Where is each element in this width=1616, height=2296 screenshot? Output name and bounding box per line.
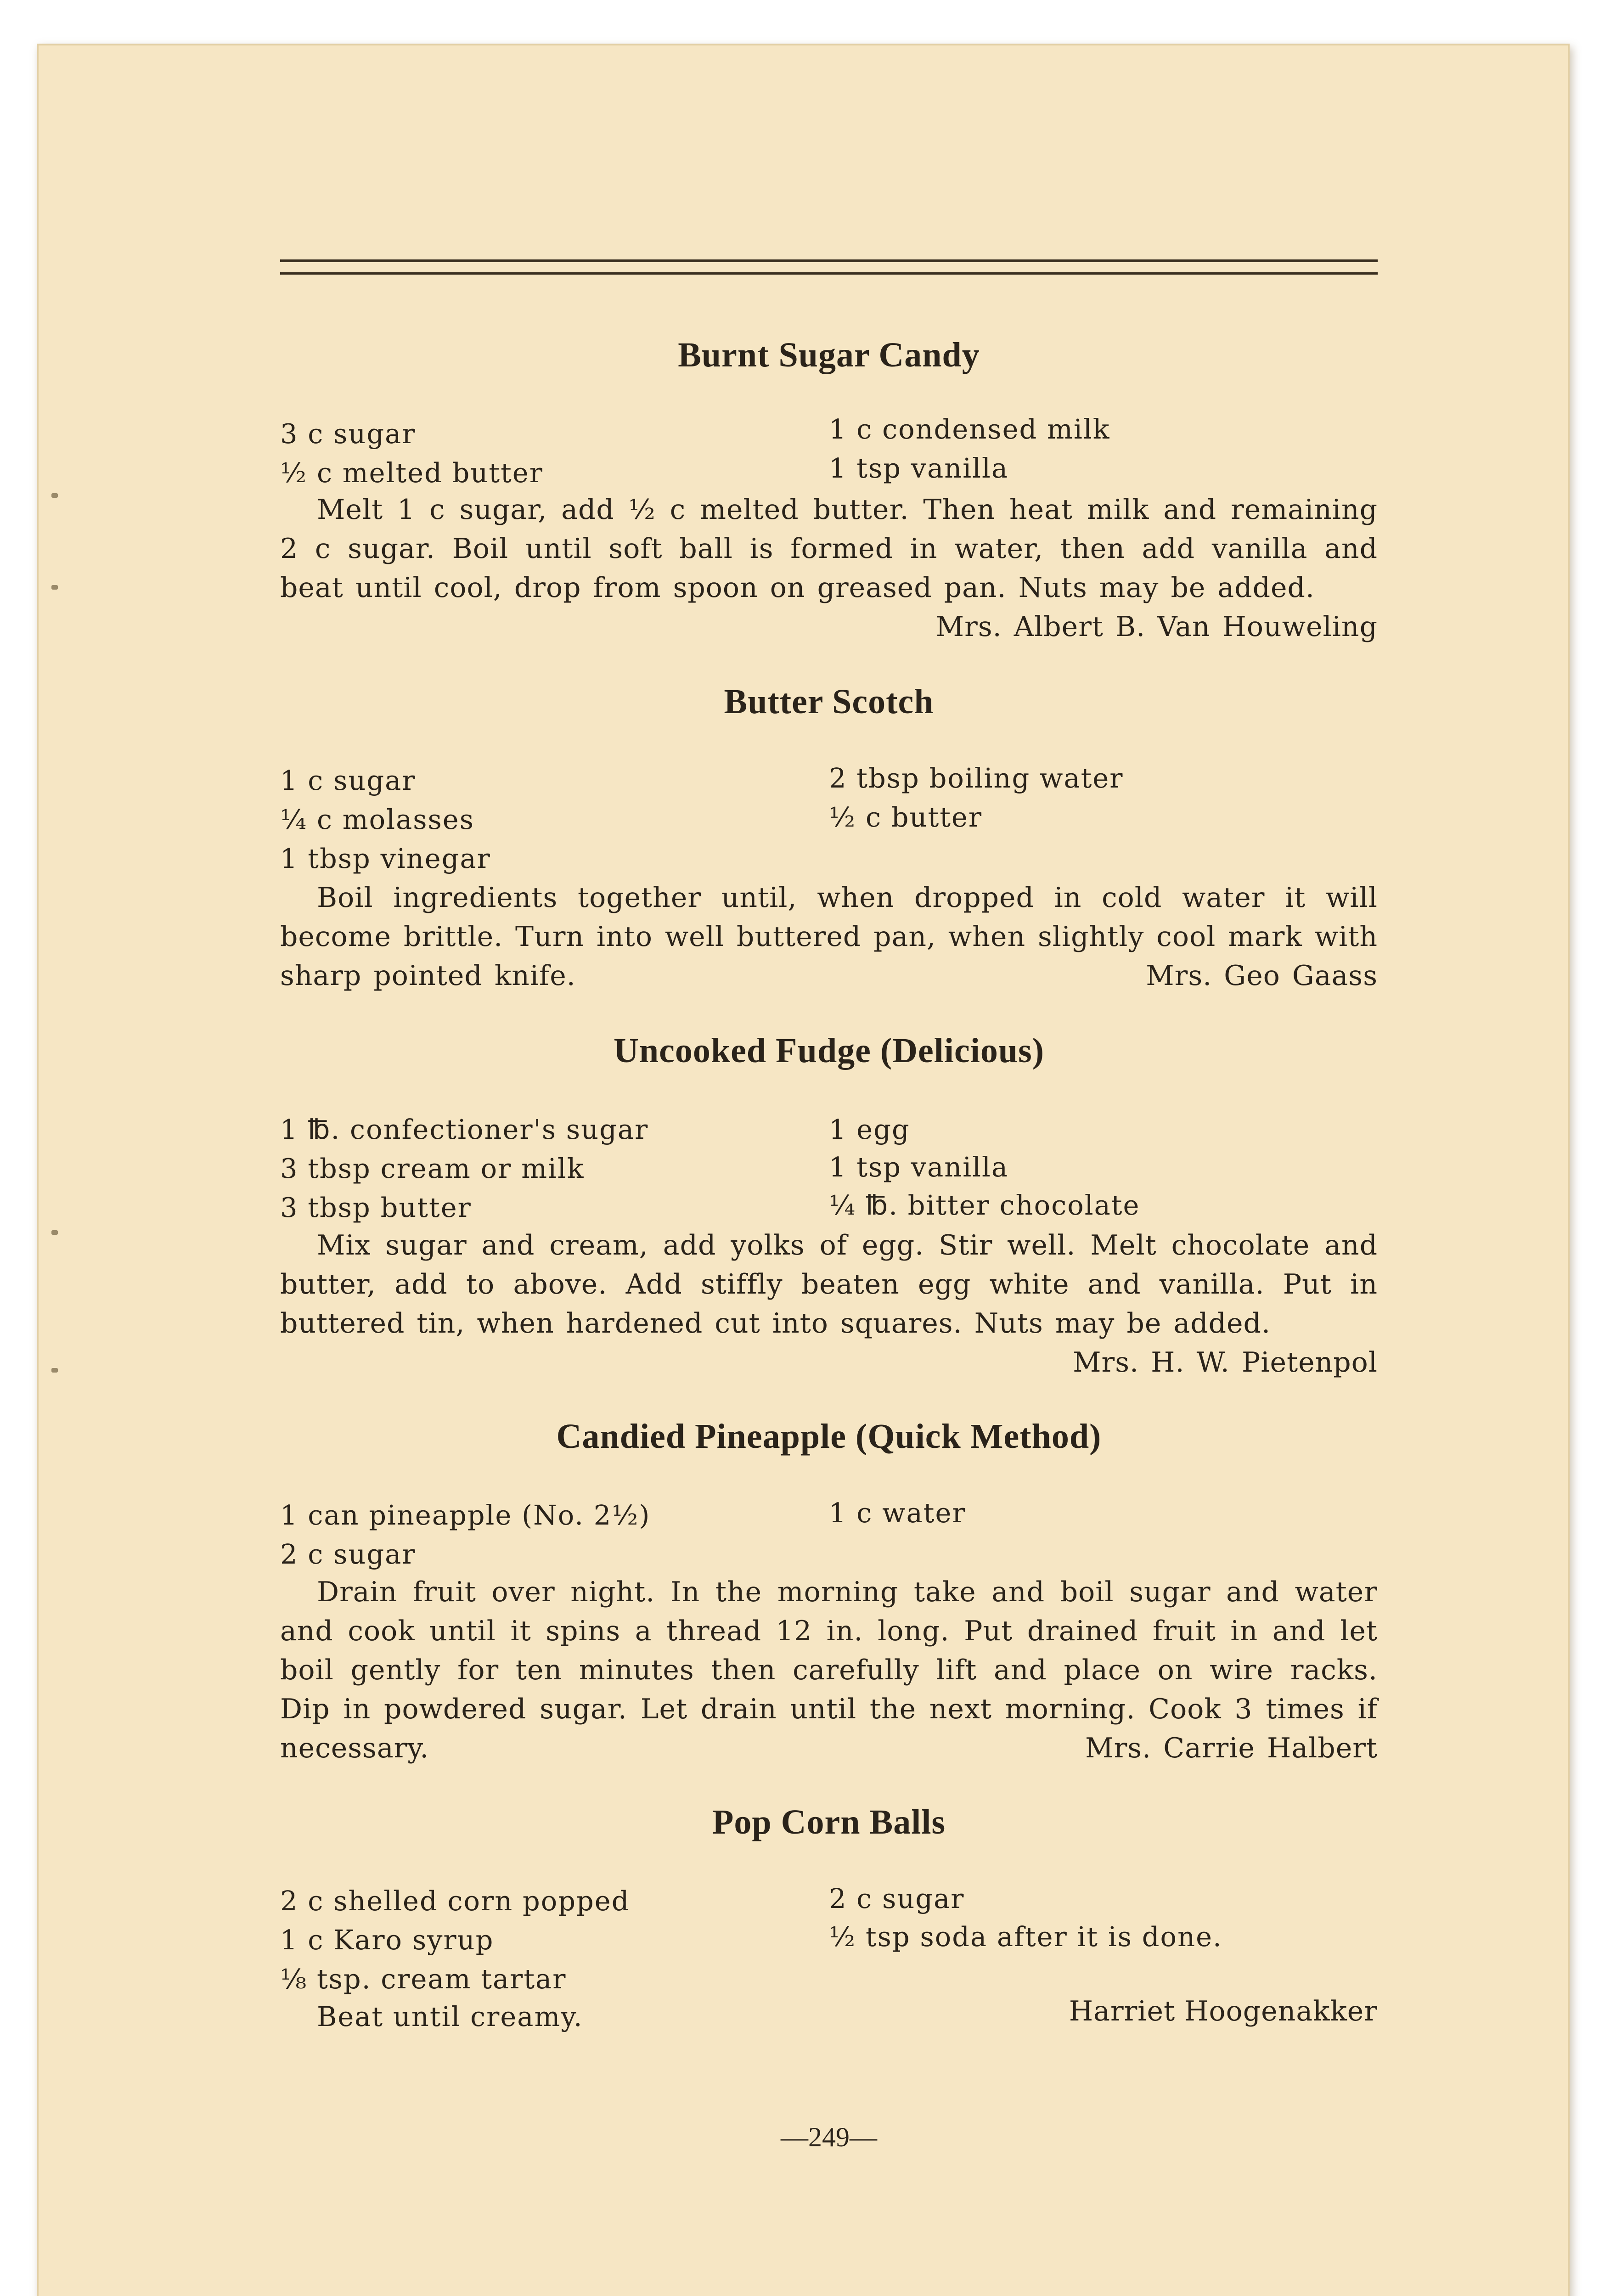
directions-text: Drain fruit over night. In the morning take and boil sugar and water and cook until it spins a thread 12 in. long. Put drained fruit in and let boil gently for ten minutes then carefully lift and place on wire racks. Dip in powdered sugar. Let drain until the next morning. Cook 3 times if necessary.: [280, 1576, 1378, 1764]
ingredient: ¼ ℔. bitter chocolate: [829, 1189, 1140, 1221]
binding-hole-mark: [51, 493, 58, 498]
recipe-directions: Beat until creamy.: [317, 2001, 583, 2032]
ingredient: ½ tsp soda after it is done.: [829, 1921, 1222, 1953]
recipe-author: Mrs. Albert B. Van Houweling: [935, 611, 1378, 643]
ingredient: ⅛ tsp. cream tartar: [280, 1963, 567, 1995]
ingredient: 2 c shelled corn popped: [280, 1885, 630, 1917]
recipe-author: Mrs. Geo Gaass: [1146, 960, 1378, 992]
ingredient: 1 ℔. confectioner's sugar: [280, 1114, 649, 1145]
ingredient: 3 c sugar: [280, 418, 416, 450]
page-number: —249—: [781, 2122, 877, 2152]
recipe-directions: [280, 1226, 1378, 1382]
recipe-burnt-sugar-candy: [280, 335, 1378, 657]
recipe-title: Uncooked Fudge (Delicious): [614, 1031, 1044, 1070]
binding-hole-mark: [51, 1368, 58, 1373]
ingredient: ½ c butter: [829, 801, 983, 833]
recipe-directions: [280, 490, 1378, 647]
ingredient: 1 c sugar: [280, 765, 416, 796]
ingredient: 1 c condensed milk: [829, 413, 1110, 445]
recipe-butter-scotch: [280, 682, 1378, 1003]
ingredient: 1 tsp vanilla: [829, 1151, 1009, 1183]
ingredient: 1 c water: [829, 1497, 966, 1529]
directions-text: Mix sugar and cream, add yolks of egg. Stir well. Melt chocolate and butter, add to above. Add stiffly beaten egg white and vanilla. Put in buttered tin, when hardened cut into squares. Nuts may be added.: [280, 1229, 1378, 1339]
recipe-title: Butter Scotch: [724, 682, 934, 721]
recipe-candied-pineapple: [280, 1417, 1378, 1784]
recipe-title: Pop Corn Balls: [712, 1803, 946, 1841]
recipe-title: Candied Pineapple (Quick Method): [556, 1417, 1102, 1456]
ingredient: 1 can pineapple (No. 2½): [280, 1499, 651, 1531]
ingredient: 1 tsp vanilla: [829, 452, 1009, 484]
recipe-uncooked-fudge: [280, 1031, 1378, 1398]
page-footer: [280, 2122, 1378, 2167]
binding-hole-mark: [51, 585, 58, 590]
recipe-author: Mrs. H. W. Pietenpol: [1073, 1346, 1378, 1379]
ingredient: ¼ c molasses: [280, 804, 474, 835]
ingredient: 2 c sugar: [829, 1883, 965, 1914]
ingredient: 1 c Karo syrup: [280, 1924, 494, 1956]
recipe-author: Mrs. Carrie Halbert: [1085, 1732, 1378, 1764]
ingredient: ½ c melted butter: [280, 457, 543, 489]
recipe-author: Harriet Hoogenakker: [1069, 1995, 1378, 2027]
ingredient: 3 tbsp cream or milk: [280, 1153, 585, 1184]
ingredient: 3 tbsp butter: [280, 1192, 472, 1223]
ingredient: 1 tbsp vinegar: [280, 843, 491, 874]
header-double-rule: [280, 259, 1378, 275]
ingredient: 1 egg: [829, 1114, 910, 1145]
recipe-pop-corn-balls: [280, 1802, 1378, 2078]
directions-text: Melt 1 c sugar, add ½ c melted butter. Then heat milk and remaining 2 c sugar. Boil until soft ball is formed in water, then add vanilla and beat until cool, drop from spoon on greased pan. Nuts may be added.: [280, 494, 1378, 604]
binding-hole-mark: [51, 1230, 58, 1235]
recipe-title: Burnt Sugar Candy: [678, 336, 980, 374]
recipe-directions: [280, 878, 1378, 996]
ingredient: 2 c sugar: [280, 1538, 416, 1570]
recipe-directions: [280, 1573, 1378, 1768]
directions-text: Boil ingredients together until, when dropped in cold water it will become brittle. Turn into well buttered pan, when slightly cool mark with sharp pointed knife.: [280, 882, 1378, 992]
ingredient: 2 tbsp boiling water: [829, 762, 1124, 794]
